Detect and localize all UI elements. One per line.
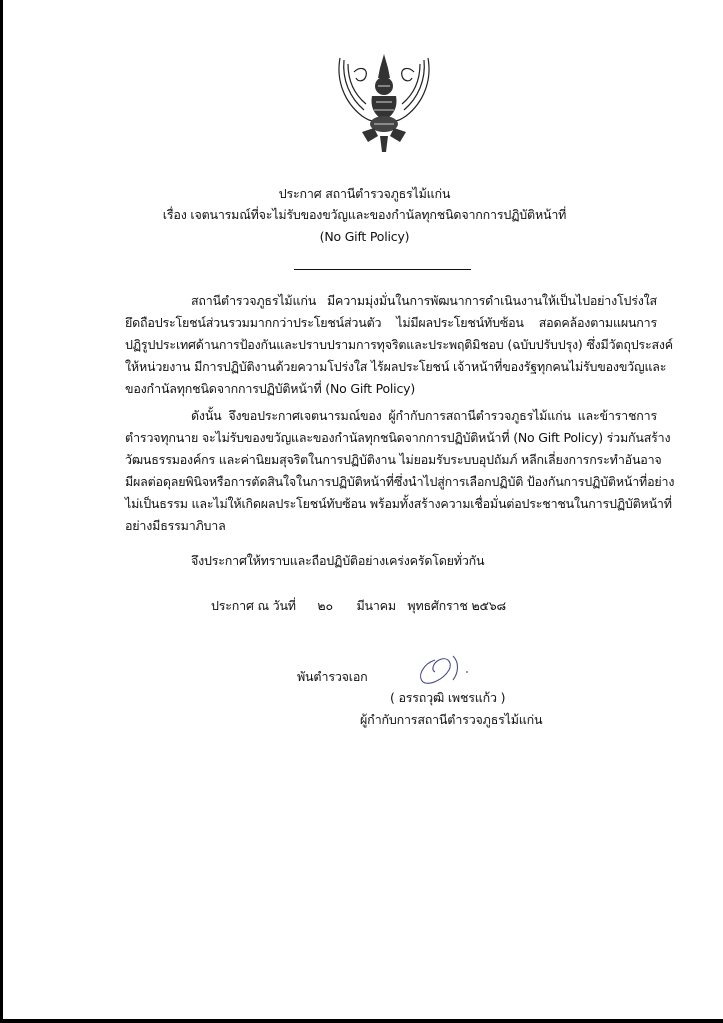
announcement-subtitle: (No Gift Policy)	[319, 229, 410, 244]
paragraph-line: ปฏิรูปประเทศด้านการป้องกันและปราบปรามการทุจริตและประพฤติมิชอบ (ฉบับปรับปรุง) ซึ่งมีวัตถุประสงค์	[125, 337, 673, 352]
announcement-title: ประกาศ สถานีตำรวจภูธรไม้แก่น	[278, 186, 451, 201]
announcement-subject: เรื่อง เจตนารมณ์ที่จะไม่รับของขวัญและของกำนัลทุกชนิดจากการปฏิบัติหน้าที่	[162, 207, 567, 222]
paragraph-line: ตำรวจทุกนาย จะไม่รับของขวัญและของกำนัลทุกชนิดจากการปฏิบัติหน้าที่ (No Gift Policy) ร่วมกันสร้าง	[125, 430, 671, 445]
paragraph-line: ไม่เป็นธรรม และไม่ให้เกิดผลประโยชน์ทับซ้อน พร้อมทั้งสร้างความเชื่อมั่นต่อประชาชนในการปฏิบัติหน้าที่	[125, 496, 672, 511]
date-month: มีนาคม	[356, 598, 396, 613]
paragraph-line: อย่างมีธรรมาภิบาล	[125, 518, 226, 533]
handwritten-signature-icon	[413, 652, 473, 687]
date-day: ๒๐	[317, 598, 333, 613]
paragraph-line: วัฒนธรรมองค์กร และค่านิยมสุจริตในการปฏิบัติงาน ไม่ยอมรับระบบอุปถัมภ์ หลีกเลี่ยงการกระทำอันอาจ	[125, 452, 662, 467]
paragraph-line: ให้หน่วยงาน มีการปฏิบัติงานด้วยความโปร่งใส ไร้ผลประโยชน์ เจ้าหน้าที่ของรัฐทุกคนไม่รับของขวัญและ	[125, 359, 667, 374]
signatory-position: ผู้กำกับการสถานีตำรวจภูธรไม้แก่น	[360, 712, 543, 727]
paragraph-declaration	[125, 405, 675, 537]
paragraph-line: ของกำนัลทุกชนิดจากการปฏิบัติหน้าที่ (No Gift Policy)	[125, 381, 416, 396]
date-prefix: ประกาศ ณ วันที่	[211, 598, 296, 613]
closing-statement: จึงประกาศให้ทราบและถือปฏิบัติอย่างเคร่งครัดโดยทั่วกัน	[191, 553, 485, 568]
announcement-date	[211, 596, 506, 616]
garuda-emblem-icon	[334, 50, 434, 155]
paragraph-intro	[125, 290, 673, 400]
date-year-label: พุทธศักราช	[407, 598, 468, 613]
paragraph-line: สถานีตำรวจภูธรไม้แก่น มีความมุ่งมั่นในการพัฒนาการดำเนินงานให้เป็นไปอย่างโปร่งใส	[191, 293, 657, 308]
paragraph-line: ดังนั้น จึงขอประกาศเจตนารมณ์ของ ผู้กำกับการสถานีตำรวจภูธรไม้แก่น และข้าราชการ	[191, 408, 657, 423]
date-year: ๒๕๖๘	[471, 598, 506, 613]
signatory-rank: พันตำรวจเอก	[297, 669, 368, 684]
signatory-name: ( อรรถวุฒิ เพชรแก้ว )	[390, 690, 506, 705]
paragraph-line: ยึดถือประโยชน์ส่วนรวมมากกว่าประโยชน์ส่วนตัว ไม่มีผลประโยชน์ทับซ้อน สอดคล้องตามแผนการ	[125, 315, 657, 330]
header-divider	[294, 269, 471, 270]
paragraph-line: มีผลต่อดุลยพินิจหรือการตัดสินใจในการปฏิบัติหน้าที่ซึ่งนำไปสู่การเลือกปฏิบัติ ป้องกันการปฏิบัติหน้าที่อย่าง	[125, 474, 675, 489]
